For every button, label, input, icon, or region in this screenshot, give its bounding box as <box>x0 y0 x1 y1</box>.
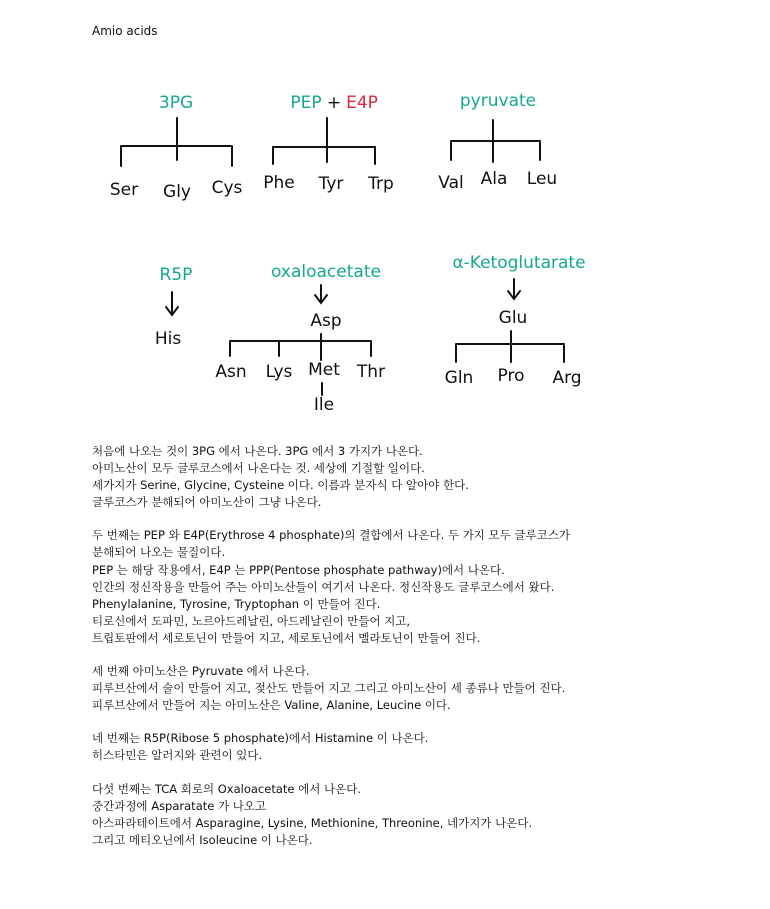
text-line: 두 번째는 PEP 와 E4P(Erythrose 4 phosphate)의 결합에서 나온다. 두 가지 모두 글루코스가 <box>92 528 570 543</box>
paragraph-oxaloacetate <box>92 781 732 849</box>
child-label: Arg <box>552 368 582 388</box>
child-label: Lys <box>265 362 293 382</box>
paragraph-3pg <box>92 443 732 511</box>
product-label: His <box>154 329 182 349</box>
text-line: 분해되어 나오는 물질이다. <box>92 545 226 560</box>
child-label: Cys <box>211 178 243 198</box>
child-label: Val <box>438 173 464 193</box>
branch-lines <box>273 118 375 164</box>
text-line: 인간의 정신작용을 만들어 주는 아미노산들이 여기서 나온다. 정신작용도 글루코스에서 왔다. <box>92 579 555 594</box>
branch-lines <box>121 118 232 166</box>
child-label: Met <box>308 360 340 380</box>
amino-acid-diagram <box>0 0 770 430</box>
group-pep-e4p <box>263 93 394 194</box>
group-oxaloacetate <box>215 262 385 415</box>
child-label: Trp <box>368 174 394 194</box>
child-label: Gln <box>444 368 474 388</box>
child-label: Tyr <box>318 174 344 194</box>
text-line: PEP 는 해당 작용에서, E4P 는 PPP(Pentose phosphate pathway)에서 나온다. <box>92 562 505 577</box>
branch-lines <box>456 331 564 362</box>
text-line: 세가지가 Serine, Glycine, Cysteine 이다. 이름과 분자식 다 알아야 한다. <box>92 478 469 493</box>
source-label: oxaloacetate <box>271 262 381 282</box>
text-line: 트립토판에서 세로토닌이 만들어 지고, 세로토닌에서 멜라토닌이 만들어 진다. <box>92 630 481 645</box>
text-line: 세 번째 아미노산은 Pyruvate 에서 나온다. <box>92 664 310 679</box>
text-line: 네 번째는 R5P(Ribose 5 phosphate)에서 Histamine 이 나온다. <box>92 731 429 746</box>
child-label: Pro <box>497 366 525 386</box>
child-label: Asn <box>215 362 247 382</box>
notes-body <box>92 443 732 865</box>
branch-lines <box>451 120 540 162</box>
text-line: 처음에 나오는 것이 3PG 에서 나온다. 3PG 에서 3 가지가 나온다. <box>92 444 423 458</box>
group-3pg <box>110 93 243 202</box>
group-r5p <box>155 265 193 349</box>
source-label-e4p: E4P <box>346 93 378 113</box>
plus-sign: + <box>326 93 342 113</box>
source-label: R5P <box>159 265 193 285</box>
intermediate-label: Asp <box>310 311 342 331</box>
child-label: Thr <box>356 362 386 382</box>
text-line: 티로신에서 도파민, 노르아드레날린, 아드레날린이 만들어 지고, <box>92 613 411 628</box>
arrow-icon <box>508 279 520 299</box>
sub-child-label: Ile <box>313 395 335 415</box>
source-label: pyruvate <box>459 91 537 111</box>
arrow-icon <box>315 285 327 303</box>
source-label-pep: PEP <box>290 93 322 113</box>
source-label: α-Ketoglutarate <box>452 253 586 273</box>
text-line: 글루코스가 분해되어 아미노산이 그냥 나온다. <box>92 495 322 510</box>
text-line: 아스파라테이트에서 Asparagine, Lysine, Methionine, Threonine, 네가지가 나온다. <box>92 815 533 830</box>
branch-lines <box>230 334 371 360</box>
text-line: Phenylalanine, Tyrosine, Tryptophan 이 만들어 진다. <box>92 596 381 611</box>
child-label: Phe <box>263 173 295 193</box>
group-alpha-ketoglutarate <box>445 253 586 388</box>
child-label: Ala <box>480 169 508 189</box>
paragraph-r5p <box>92 730 732 764</box>
intermediate-label: Glu <box>498 308 528 328</box>
child-label: Ser <box>109 180 139 200</box>
text-line: 아미노산이 모두 글루코스에서 나온다는 것. 세상에 기절할 일이다. <box>92 461 425 476</box>
document-title: Amio acids <box>92 24 158 38</box>
group-pyruvate <box>438 91 557 193</box>
arrow-icon <box>166 292 178 315</box>
child-label: Leu <box>526 169 558 189</box>
text-line: 히스타민은 알러지와 관련이 있다. <box>92 748 263 763</box>
source-label: 3PG <box>158 93 194 113</box>
text-line: 피루브산에서 만들어 지는 아미노산은 Valine, Alanine, Leucine 이다. <box>92 698 451 713</box>
text-line: 그리고 메티오닌에서 Isoleucine 이 나온다. <box>92 832 313 847</box>
text-line: 중간과정에 Asparatate 가 나오고 <box>92 798 267 813</box>
text-line: 다섯 번째는 TCA 회로의 Oxaloacetate 에서 나온다. <box>92 781 361 796</box>
text-line: 피루브산에서 술이 만들어 지고, 젖산도 만들어 지고 그리고 아미노산이 세 종류나 만들어 진다. <box>92 681 566 696</box>
paragraph-pep-e4p <box>92 527 732 647</box>
paragraph-pyruvate <box>92 663 732 714</box>
child-label: Gly <box>163 182 191 202</box>
